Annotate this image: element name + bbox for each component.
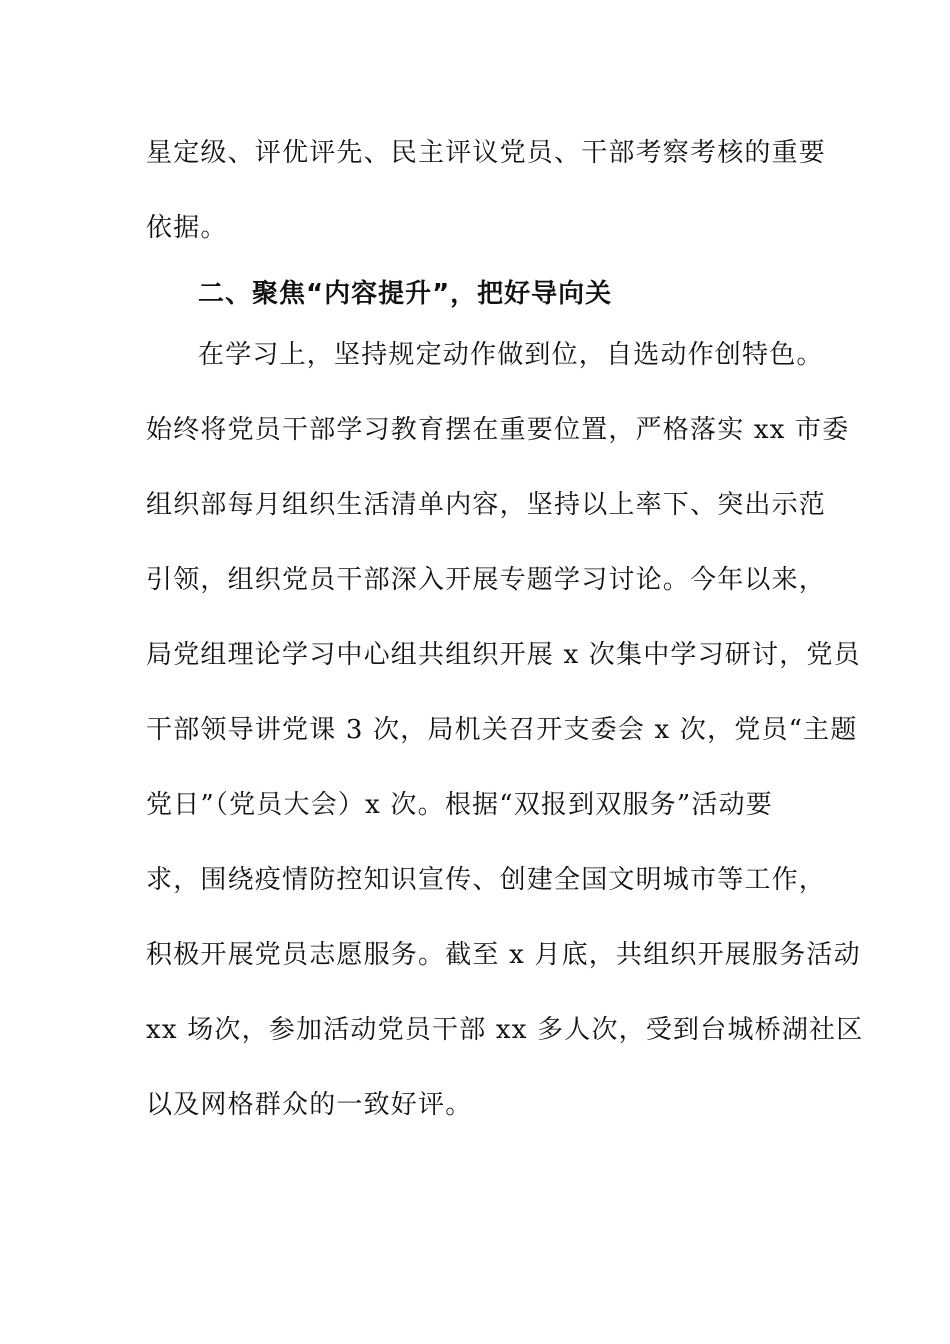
- paragraph-first-line: 在学习上，坚持规定动作做到位，自选动作创特色。: [198, 340, 824, 370]
- paragraph-line: 积极开展党员志愿服务。截至 x 月底，共组织开展服务活动: [146, 940, 861, 970]
- paragraph-line: xx 场次，参加活动党员干部 xx 多人次，受到台城桥湖社区: [146, 1015, 864, 1045]
- section-heading: 二、聚焦“内容提升”，把好导向关: [198, 279, 613, 309]
- paragraph-line: 求，围绕疫情防控知识宣传、创建全国文明城市等工作，: [146, 865, 827, 895]
- paragraph-line: 干部领导讲党课 3 次，局机关召开支委会 x 次，党员“主题: [146, 715, 858, 745]
- paragraph-line: 以及网格群众的一致好评。: [146, 1090, 473, 1120]
- paragraph-line: 依据。: [146, 213, 228, 243]
- paragraph-line: 组织部每月组织生活清单内容，坚持以上率下、突出示范: [146, 490, 827, 520]
- paragraph-line: 始终将党员干部学习教育摆在重要位置，严格落实 xx 市委: [146, 415, 850, 445]
- paragraph-line: 局党组理论学习中心组共组织开展 x 次集中学习研讨，党员: [146, 640, 861, 670]
- paragraph-line: 引领，组织党员干部深入开展专题学习讨论。今年以来，: [146, 565, 827, 595]
- paragraph-line: 星定级、评优评先、民主评议党员、干部考察考核的重要: [146, 138, 827, 168]
- paragraph-line: 党日”（党员大会）x 次。根据“双报到双服务”活动要: [146, 790, 774, 820]
